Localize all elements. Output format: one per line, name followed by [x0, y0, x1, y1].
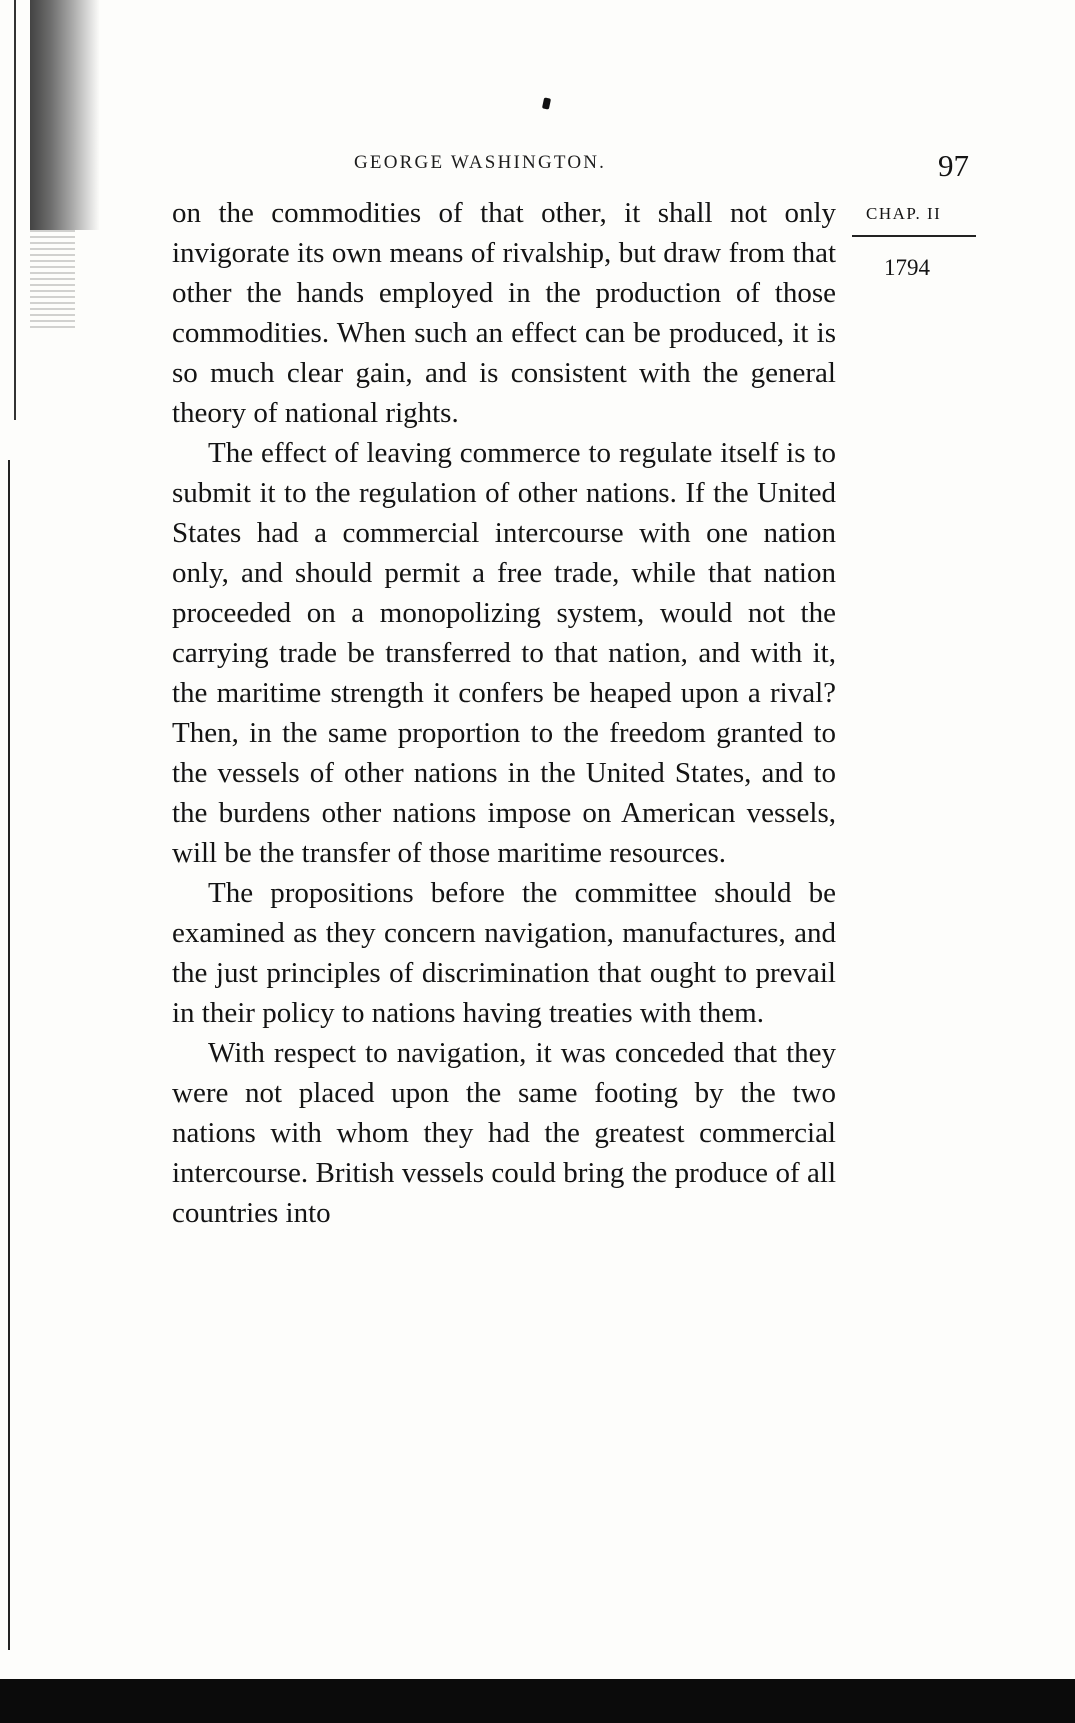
scan-ink-dot	[542, 97, 551, 109]
margin-year: 1794	[884, 255, 930, 280]
scan-speckle	[30, 230, 75, 330]
scan-edge-line	[8, 460, 10, 1650]
margin-chapter-label: CHAP. II	[866, 204, 942, 223]
scan-edge-line-top	[14, 0, 16, 420]
running-head: GEORGE WASHINGTON.	[354, 152, 607, 173]
paragraph: With respect to navigation, it was conceded that they were not placed upon the same footing by the two nations with whom they had the greatest commercial intercourse. British vessels could bring the produce of all countries into	[172, 1037, 836, 1229]
body-text	[172, 193, 836, 1233]
paragraph: The propositions before the committee should be examined as they concern navigation, manufactures, and the just principles of discrimination that ought to prevail in their policy to nations having treaties with them.	[172, 877, 836, 1029]
paragraph: on the commodities of that other, it shall not only invigorate its own means of rivalship, but draw from that other the hands employed in the production of those commodities. When such an effect can be produced, it is so much clear gain, and is consistent with the general theory of national rights.	[172, 197, 836, 429]
scan-bottom-edge	[0, 1679, 1075, 1723]
page-number: 97	[938, 148, 969, 183]
margin-divider	[852, 235, 976, 237]
paragraph: The effect of leaving commerce to regulate itself is to submit it to the regulation of other nations. If the United States had a commercial intercourse with one nation only, and should permit a free trade, while that nation proceeded on a monopolizing system, would not the carrying trade be transferred to that nation, and with it, the maritime strength it confers be heaped upon a rival? Then, in the same proportion to the freedom granted to the vessels of other nations in the United States, and to the burdens other nations impose on American vessels, will be the transfer of those maritime resources.	[172, 437, 836, 869]
scan-shadow-top-left	[30, 0, 100, 230]
